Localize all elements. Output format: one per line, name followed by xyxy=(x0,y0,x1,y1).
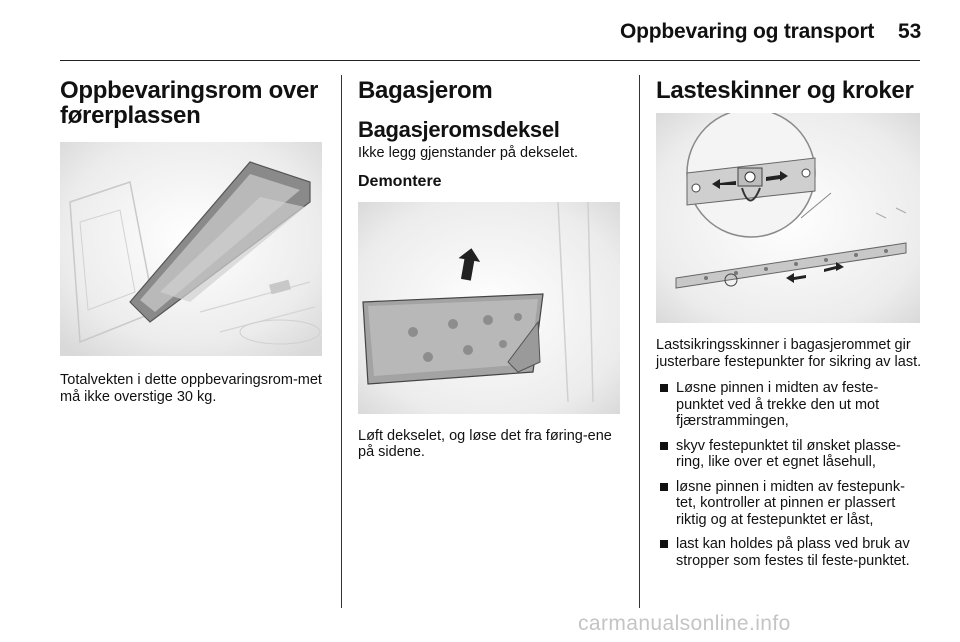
page-header-title: Oppbevaring og transport xyxy=(620,20,875,43)
luggage-cover-caption: Løft dekselet, og løse det fra føring-ene på sidene. xyxy=(358,427,612,460)
bullet-marker xyxy=(660,540,668,548)
list-item-text: løsne pinnen i midten av festepunk-tet, kontroller at pinnen er plassert riktig og at festepunktet er låst, xyxy=(676,478,905,528)
list-item xyxy=(656,438,924,471)
overhead-storage-illustration xyxy=(60,142,322,356)
subheading-luggage-cover: Bagasjeromsdeksel xyxy=(358,117,560,142)
list-item-text: Løsne pinnen i midten av feste-punktet ved å trekke den ut mot fjærstrammingen, xyxy=(676,380,880,429)
luggage-cover-illustration xyxy=(358,202,620,414)
header-divider xyxy=(60,60,920,61)
column-overhead-storage xyxy=(60,78,328,405)
bullet-marker xyxy=(660,483,668,491)
section-heading-overhead-storage: Oppbevaringsrom over førerplassen xyxy=(60,77,319,129)
column-luggage-compartment xyxy=(358,78,624,461)
site-watermark: carmanualsonline.info xyxy=(578,612,791,635)
column-divider-1 xyxy=(341,75,342,608)
page-number: 53 xyxy=(898,20,922,43)
list-item xyxy=(656,380,924,430)
list-item-text: skyv festepunktet til ønsket plasse-ring, like over et egnet låsehull, xyxy=(676,437,901,470)
section-heading-load-rails: Lasteskinner og kroker xyxy=(656,77,914,104)
list-item xyxy=(656,536,924,569)
load-rails-intro: Lastsikringsskinner i bagasjerommet gir justerbare festepunkter for sikring av last. xyxy=(656,337,922,370)
bullet-marker xyxy=(660,384,668,392)
subsection-remove: Demontere xyxy=(358,172,442,190)
column-divider-2 xyxy=(639,75,640,608)
list-item-text: last kan holdes på plass ved bruk av stropper som festes til feste-punktet. xyxy=(676,536,910,569)
list-item xyxy=(656,479,924,529)
bullet-marker xyxy=(660,442,668,450)
load-rails-steps xyxy=(656,380,924,569)
overhead-storage-caption: Totalvekten i dette oppbevaringsrom-met må ikke overstige 30 kg. xyxy=(60,372,322,405)
luggage-cover-intro: Ikke legg gjenstander på dekselet. xyxy=(358,145,579,161)
column-load-rails xyxy=(656,78,924,577)
section-heading-luggage: Bagasjerom xyxy=(358,77,493,104)
load-rail-illustration xyxy=(656,113,920,323)
